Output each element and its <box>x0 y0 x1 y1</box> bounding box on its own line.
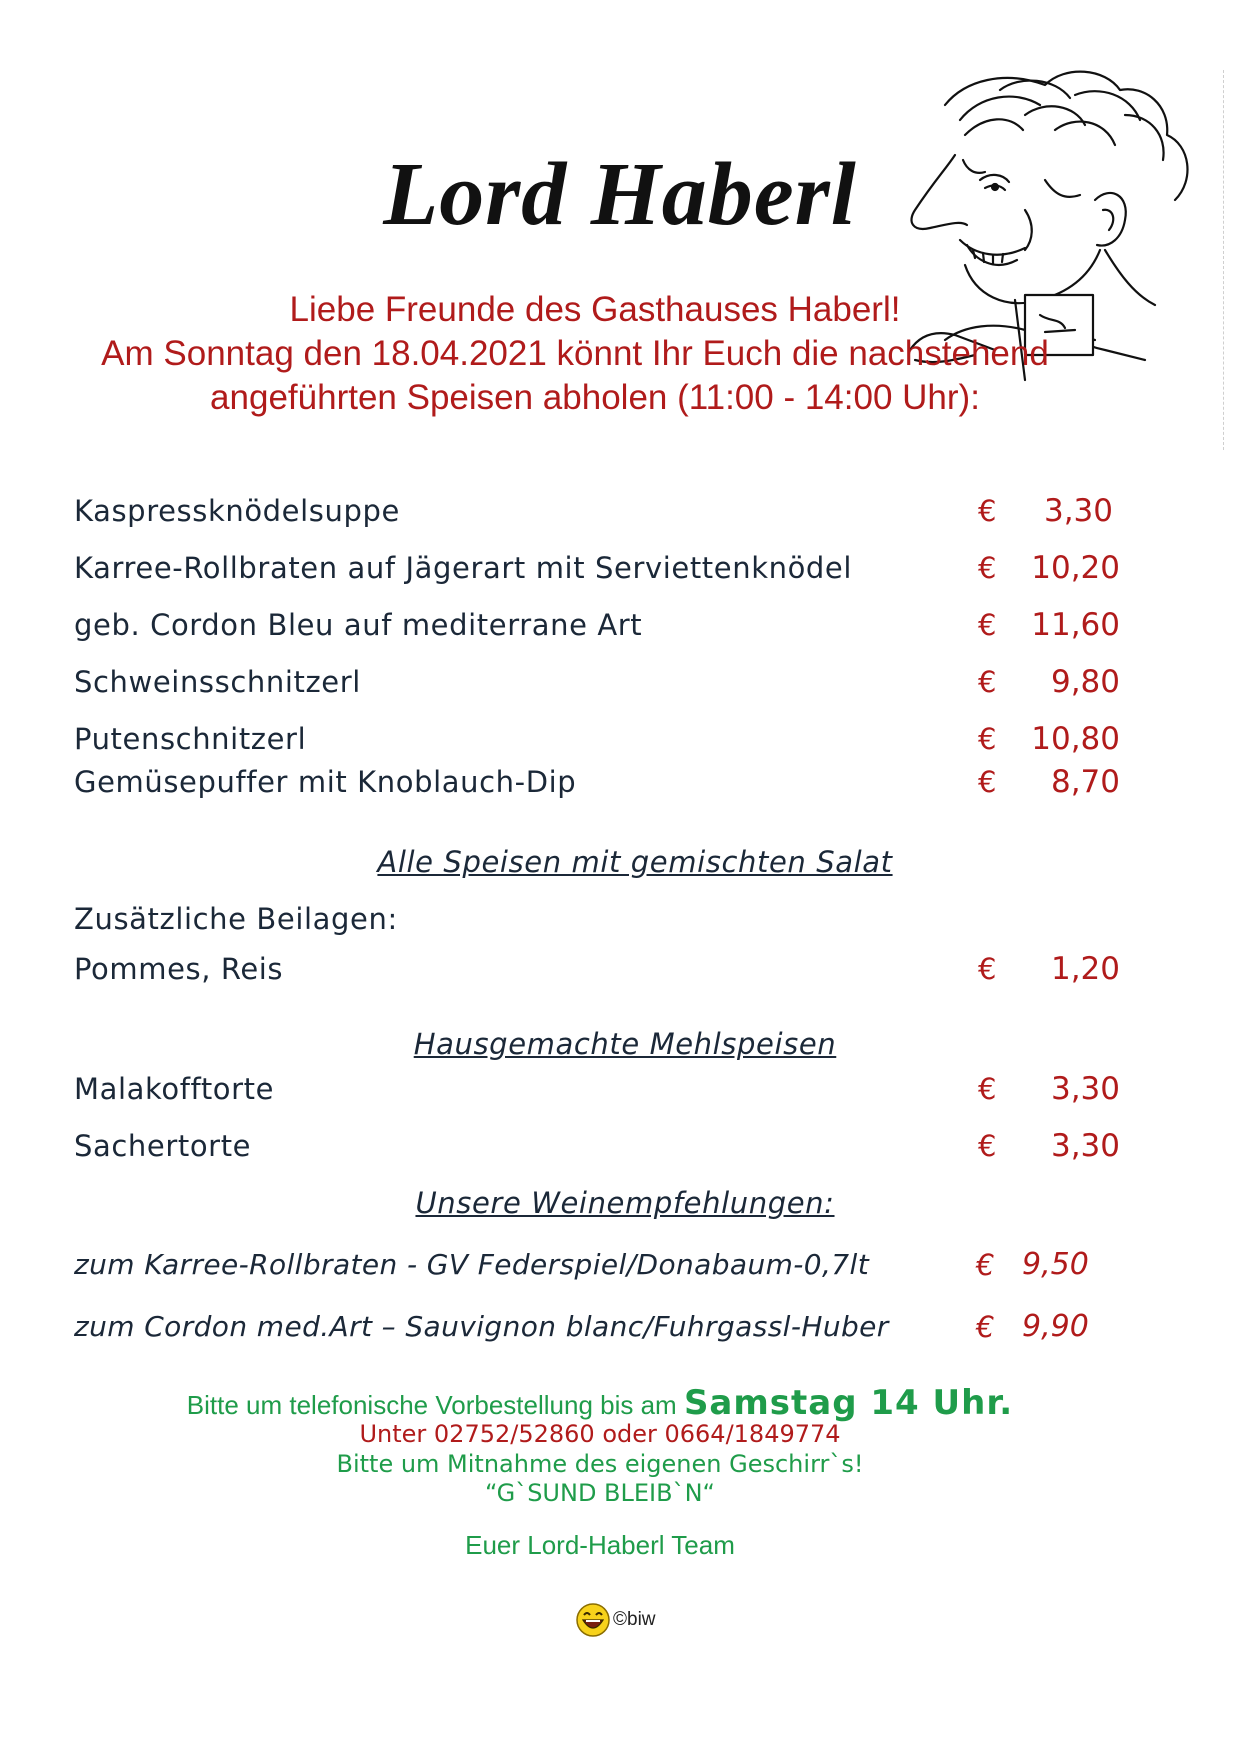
currency-symbol: € <box>978 665 997 699</box>
dishes-note: Bitte um Mitnahme des eigenen Geschirr`s! <box>336 1450 864 1478</box>
menu-item-name: Kaspressknödelsuppe <box>74 494 400 528</box>
order-deadline: Samstag 14 Uhr. <box>683 1383 1014 1423</box>
restaurant-logo: Lord Haberl <box>383 145 857 244</box>
salad-note: Alle Speisen mit gemischten Salat <box>377 845 893 879</box>
menu-item-name: Putenschnitzerl <box>74 722 307 756</box>
slogan: “G`SUND BLEIB`N“ <box>485 1479 715 1507</box>
currency-symbol: € <box>978 952 997 986</box>
menu-item-price: 9,80 <box>1050 664 1120 700</box>
currency-symbol: € <box>978 722 997 756</box>
credit-text: ©biw <box>613 1609 656 1630</box>
order-notice-text: Bitte um telefonische Vorbestellung bis am <box>186 1390 677 1420</box>
menu-item-price: 10,80 <box>1031 721 1120 757</box>
wine-item-price: 9,90 <box>1022 1309 1089 1344</box>
desserts-heading: Hausgemachte Mehlspeisen <box>413 1027 837 1061</box>
currency-symbol: € <box>978 1129 997 1163</box>
wines-heading: Unsere Weinempfehlungen: <box>415 1186 835 1220</box>
menu-item-price: 8,70 <box>1050 764 1120 800</box>
currency-symbol: € <box>978 1072 997 1106</box>
dessert-item-name: Sachertorte <box>74 1129 252 1163</box>
wine-item-name: zum Cordon med.Art – Sauvignon blanc/Fuhrgassl-Huber <box>74 1310 889 1343</box>
side-item-price: 1,20 <box>1050 951 1120 987</box>
menu-item-name: Karree-Rollbraten auf Jägerart mit Serviettenknödel <box>74 551 853 585</box>
menu-item-name: Gemüsepuffer mit Knoblauch-Dip <box>74 765 577 799</box>
intro-date-line: Am Sonntag den 18.04.2021 könnt Ihr Euch die nachstehend <box>101 334 1049 373</box>
currency-symbol: € <box>978 551 997 585</box>
currency-symbol: € <box>978 494 997 528</box>
team-signoff: Euer Lord-Haberl Team <box>465 1530 735 1560</box>
intro-pickup-line: angeführten Speisen abholen (11:00 - 14:00 Uhr): <box>210 378 980 417</box>
credit <box>575 1600 656 1640</box>
wine-item-name: zum Karree-Rollbraten - GV Federspiel/Donabaum-0,7lt <box>74 1248 870 1281</box>
side-item-name: Pommes, Reis <box>74 952 284 986</box>
dessert-item-price: 3,30 <box>1050 1071 1120 1107</box>
order-notice <box>100 1383 1100 1423</box>
dessert-item-price: 3,30 <box>1050 1128 1120 1164</box>
sides-heading: Zusätzliche Beilagen: <box>74 902 398 936</box>
menu-item-price: 11,60 <box>1031 607 1120 643</box>
currency-symbol: € <box>976 1310 995 1344</box>
currency-symbol: € <box>976 1248 995 1282</box>
page-edge-line <box>1223 70 1224 450</box>
menu-item-price: 3,30 <box>1043 493 1113 529</box>
intro-greeting: Liebe Freunde des Gasthauses Haberl! <box>289 290 901 329</box>
menu-item-name: Schweinsschnitzerl <box>74 665 361 699</box>
dessert-item-name: Malakofftorte <box>74 1072 275 1106</box>
currency-symbol: € <box>978 765 997 799</box>
menu-item-price: 10,20 <box>1031 550 1120 586</box>
menu-item-name: geb. Cordon Bleu auf mediterrane Art <box>74 608 643 642</box>
laughing-smiley-icon <box>575 1602 611 1638</box>
phone-numbers: Unter 02752/52860 oder 0664/1849774 <box>359 1420 841 1448</box>
wine-item-price: 9,50 <box>1022 1247 1089 1282</box>
currency-symbol: € <box>978 608 997 642</box>
